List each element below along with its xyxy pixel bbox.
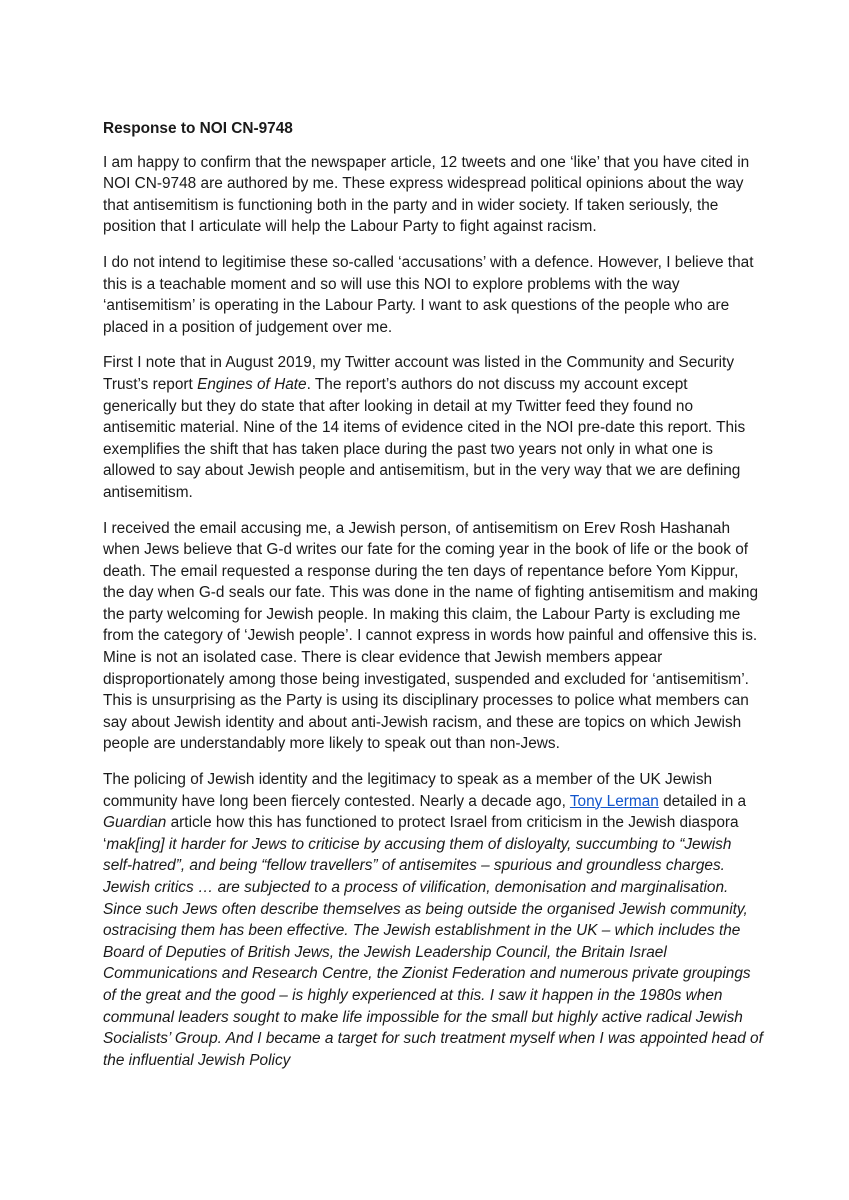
newspaper-name: Guardian: [103, 814, 167, 832]
paragraph-text: First I note that in August 2019, my Twitter account was listed in the Community and Security Trust’s report: [103, 354, 735, 393]
paragraph-confirmation: I am happy to confirm that the newspaper article, 12 tweets and one ‘like’ that you have cited in NOI CN-9748 are authored by me. These express widespread political opinions about the way that antisemitism is functioning both in the party and in wider society. If taken seriously, the position that I articulate will help the Labour Party to fight against racism.: [103, 153, 750, 236]
tony-lerman-link[interactable]: Tony Lerman: [569, 792, 659, 810]
paragraph-text: article how this has functioned to protect Israel from criticism in the Jewish diaspora ‘: [103, 814, 739, 853]
paragraph-text: . The report’s authors do not discuss my account except generically but they do state that after looking in detail at my Twitter feed they found no antisemitic material. Nine of the 14 items of evidence cited in the NOI pre-date this report. This exemplifies the shift that has taken place during the past two years not only in what one is allowed to say about Jewish people and antisemitism, but in the very way that we are defining antisemitism.: [103, 375, 746, 501]
lerman-quote: mak[ing] it harder for Jews to criticise by accusing them of disloyalty, succumbing to “Jewish self-hatred”, and being “fellow travellers” of antisemites – spurious and groundless charges. Jewish critics … are subjected to a process of vilification, demonisation and marginalisation. Since such Jews often describe themselves as being outside the organised Jewish community, ostracising them has been effective. The Jewish establishment in the UK – which includes the Board of Deputies of British Jews, the Jewish Leadership Council, the Britain Israel Communications and Research Centre, the Zionist Federation and numerous private groupings of the great and the good – is highly experienced at this. I saw it happen in the 1980s when communal leaders sought to make life impossible for the small but highly active radical Jewish Socialists’ Group. And I became a target for such treatment myself when I was appointed head of the influential Jewish Policy: [103, 835, 763, 1069]
report-title: Engines of Hate: [197, 375, 307, 393]
paragraph-engines-of-hate: [103, 352, 763, 503]
paragraph-text: The policing of Jewish identity and the legitimacy to speak as a member of the UK Jewish community have long been fiercely contested. Nearly a decade ago,: [103, 771, 713, 810]
paragraph-policing-identity: [103, 769, 763, 1071]
paragraph-teachable-moment: I do not intend to legitimise these so-called ‘accusations’ with a defence. However, I believe that this is a teachable moment and so will use this NOI to explore problems with the way ‘antisemitism’ is operating in the Labour Party. I want to ask questions of the people who are placed in a position of judgement over me.: [103, 253, 754, 336]
paragraph-text: detailed in a: [658, 792, 747, 810]
document-title: Response to NOI CN-9748: [103, 120, 293, 137]
paragraph-rosh-hashanah: I received the email accusing me, a Jewish person, of antisemitism on Erev Rosh Hashanah when Jews believe that G-d writes our fate for the coming year in the book of life or the book of death. The email requested a response during the ten days of repentance before Yom Kippur, the day when G-d seals our fate. This was done in the name of fighting antisemitism and making the party welcoming for Jewish people. In making this claim, the Labour Party is excluding me from the category of ‘Jewish people’. I cannot express in words how painful and offensive this is. Mine is not an isolated case. There is clear evidence that Jewish members appear disproportionately among those being investigated, suspended and excluded for ‘antisemitism’. This is unsurprising as the Party is using its disciplinary processes to police what members can say about Jewish identity and about anti-Jewish racism, and these are topics on which Jewish people are understandably more likely to speak out than non-Jews.: [103, 519, 759, 753]
document-page: [103, 118, 763, 1085]
